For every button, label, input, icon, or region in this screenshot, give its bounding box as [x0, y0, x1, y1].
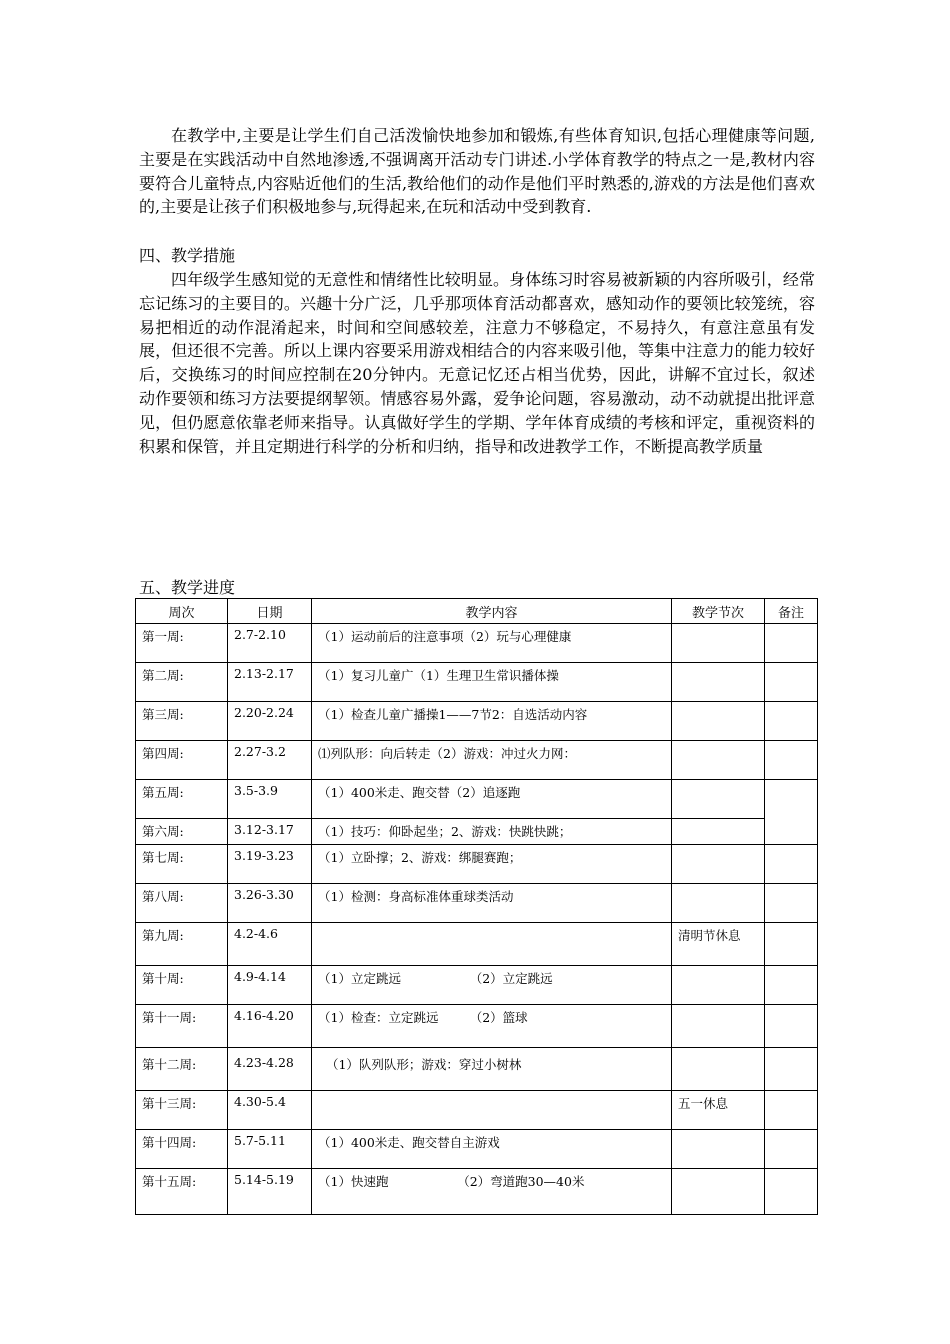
section-heading-schedule: 五、教学进度 [139, 578, 236, 597]
header-date: 日期 [228, 599, 312, 624]
content-cell: （1）400米走、跑交替自主游戏 [312, 1130, 672, 1169]
table-row [136, 663, 818, 702]
session-cell [672, 1130, 765, 1169]
header-note: 备注 [765, 599, 818, 624]
table-row [136, 845, 818, 884]
note-cell [765, 624, 818, 663]
date-cell: 2.20-2.24 [228, 702, 312, 741]
session-cell: 五一休息 [672, 1091, 765, 1130]
table-row [136, 1091, 818, 1130]
table-row [136, 1130, 818, 1169]
date-cell: 3.5-3.9 [228, 780, 312, 819]
session-cell [672, 819, 765, 845]
date-cell: 2.13-2.17 [228, 663, 312, 702]
note-cell [765, 923, 818, 966]
table-row [136, 884, 818, 923]
week-cell: 第六周: [136, 819, 228, 845]
note-cell [765, 1169, 818, 1215]
content-cell: （1）队列队形；游戏：穿过小树林 [312, 1048, 672, 1091]
session-cell [672, 780, 765, 819]
note-cell [765, 702, 818, 741]
content-cell: （1）技巧：仰卧起坐；2、游戏：快跳快跳； [312, 819, 672, 845]
content-cell: （1）快速跑 （2）弯道跑30—40米 [312, 1169, 672, 1215]
week-cell: 第九周: [136, 923, 228, 966]
date-cell: 3.26-3.30 [228, 884, 312, 923]
date-cell: 5.7-5.11 [228, 1130, 312, 1169]
session-cell [672, 884, 765, 923]
content-cell: （1）检测：身高标准体重球类活动 [312, 884, 672, 923]
note-cell [765, 1005, 818, 1048]
content-cell: （1）复习儿童广（1）生理卫生常识播体操 [312, 663, 672, 702]
date-cell: 4.30-5.4 [228, 1091, 312, 1130]
note-cell [765, 1048, 818, 1091]
session-cell [672, 1048, 765, 1091]
content-cell: （1）立定跳远 （2）立定跳远 [312, 966, 672, 1005]
week-cell: 第二周: [136, 663, 228, 702]
week-cell: 第十三周: [136, 1091, 228, 1130]
table-row [136, 966, 818, 1005]
table-row [136, 1005, 818, 1048]
date-cell: 4.23-4.28 [228, 1048, 312, 1091]
week-cell: 第八周: [136, 884, 228, 923]
schedule-table [135, 598, 818, 1215]
intro-paragraph: 在教学中,主要是让学生们自己活泼愉快地参加和锻炼,有些体育知识,包括心理健康等问题,主要是在实践活动中自然地渗透,不强调离开活动专门讲述.小学体育教学的特点之一是,教材内容要符合儿童特点,内容贴近他们的生活,教给他们的动作是他们平时熟悉的,游戏的方法是他们喜欢的,主要是让孩子们积极地参与,玩得起来,在玩和活动中受到教育. [139, 126, 815, 217]
table-row [136, 624, 818, 663]
week-cell: 第十一周: [136, 1005, 228, 1048]
header-week: 周次 [136, 599, 228, 624]
section-heading-measures: 四、教学措施 [139, 246, 236, 265]
session-cell: 清明节休息 [672, 923, 765, 966]
table-row [136, 1048, 818, 1091]
week-cell: 第十二周: [136, 1048, 228, 1091]
content-cell [312, 923, 672, 966]
week-cell: 第五周: [136, 780, 228, 819]
note-cell [765, 966, 818, 1005]
table-header-row [136, 599, 818, 624]
session-cell [672, 845, 765, 884]
session-cell [672, 702, 765, 741]
note-cell [765, 663, 818, 702]
content-cell: （1）检查：立定跳远 （2）篮球 [312, 1005, 672, 1048]
table-row [136, 1169, 818, 1215]
content-cell: ⑴列队形：向后转走（2）游戏：冲过火力网： [312, 741, 672, 780]
week-cell: 第十五周: [136, 1169, 228, 1215]
content-cell: （1）检查儿童广播操1——7节2：自选活动内容 [312, 702, 672, 741]
week-cell: 第十四周: [136, 1130, 228, 1169]
note-cell [765, 884, 818, 923]
week-cell: 第四周: [136, 741, 228, 780]
date-cell: 3.19-3.23 [228, 845, 312, 884]
date-cell: 2.27-3.2 [228, 741, 312, 780]
date-cell: 4.16-4.20 [228, 1005, 312, 1048]
header-content: 教学内容 [312, 599, 672, 624]
measures-paragraph: 四年级学生感知觉的无意性和情绪性比较明显。身体练习时容易被新颖的内容所吸引，经常忘记练习的主要目的。兴趣十分广泛，几乎那项体育活动都喜欢，感知动作的要领比较笼统，容易把相近的动作混淆起来，时间和空间感较差，注意力不够稳定，不易持久，有意注意虽有发展，但还很不完善。所以上课内容要采用游戏相结合的内容来吸引他，等集中注意力的能力较好后，交换练习的时间应控制在20分钟内。无意记忆还占相当优势，因此，讲解不宜过长，叙述动作要领和练习方法要提纲挈领。情感容易外露，爱争论问题，容易激动，动不动就提出批评意见，但仍愿意依靠老师来指导。认真做好学生的学期、学年体育成绩的考核和评定，重视资料的积累和保管，并且定期进行科学的分析和归纳，指导和改进教学工作，不断提高教学质量 [139, 270, 815, 456]
content-cell: （1）立卧撑；2、游戏：绑腿赛跑； [312, 845, 672, 884]
header-session: 教学节次 [672, 599, 765, 624]
date-cell: 2.7-2.10 [228, 624, 312, 663]
session-cell [672, 1169, 765, 1215]
session-cell [672, 966, 765, 1005]
date-cell: 4.2-4.6 [228, 923, 312, 966]
note-cell [765, 1130, 818, 1169]
session-cell [672, 624, 765, 663]
content-cell: （1）400米走、跑交替（2）追逐跑 [312, 780, 672, 819]
week-cell: 第三周: [136, 702, 228, 741]
table-row [136, 702, 818, 741]
table-row [136, 923, 818, 966]
date-cell: 4.9-4.14 [228, 966, 312, 1005]
note-cell [765, 741, 818, 780]
week-cell: 第十周: [136, 966, 228, 1005]
note-cell [765, 1091, 818, 1130]
table-row [136, 741, 818, 780]
session-cell [672, 663, 765, 702]
content-cell: （1）运动前后的注意事项（2）玩与心理健康 [312, 624, 672, 663]
table-row [136, 819, 818, 845]
week-cell: 第七周: [136, 845, 228, 884]
week-cell: 第一周: [136, 624, 228, 663]
date-cell: 3.12-3.17 [228, 819, 312, 845]
session-cell [672, 741, 765, 780]
note-cell [765, 780, 818, 845]
table-row [136, 780, 818, 819]
date-cell: 5.14-5.19 [228, 1169, 312, 1215]
session-cell [672, 1005, 765, 1048]
note-cell [765, 845, 818, 884]
content-cell [312, 1091, 672, 1130]
